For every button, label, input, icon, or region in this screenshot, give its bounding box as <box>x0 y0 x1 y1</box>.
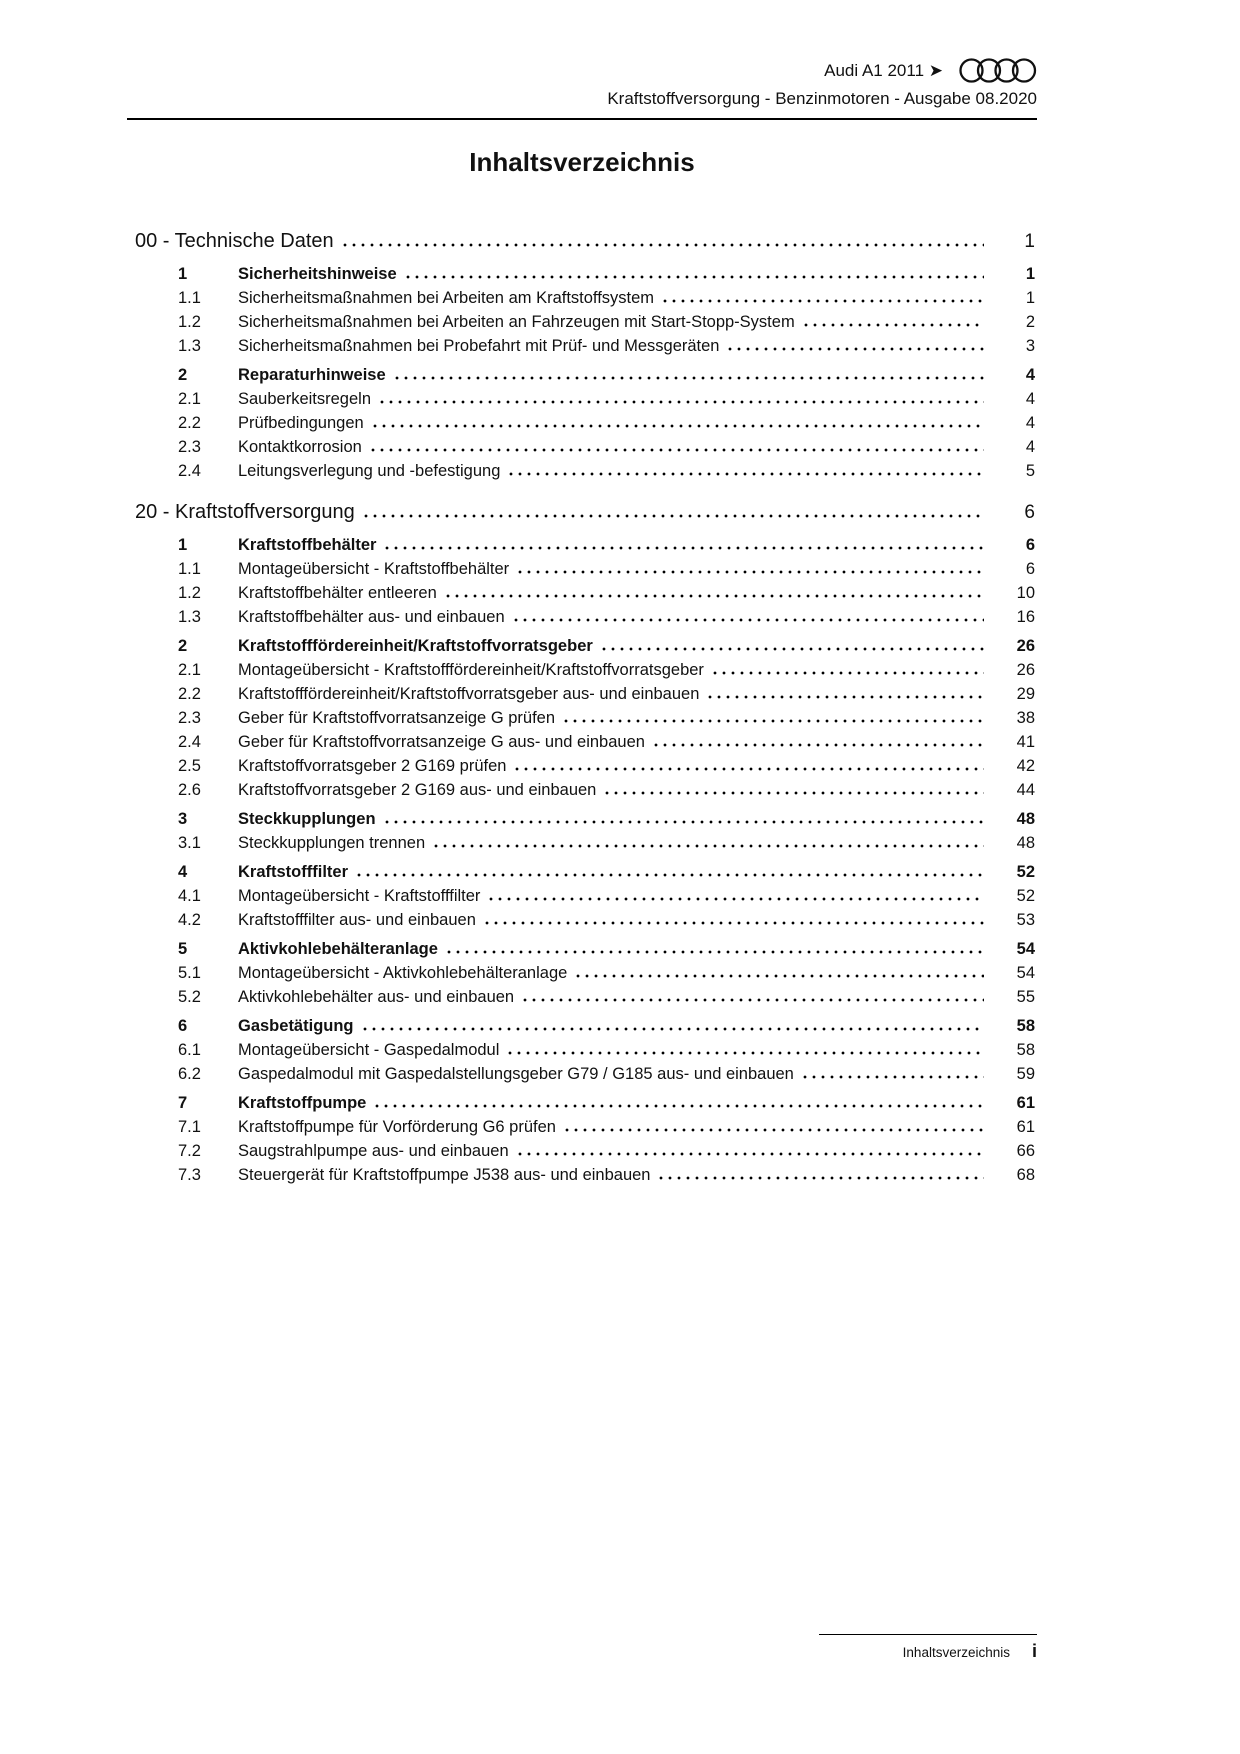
dot-leader <box>803 1075 984 1079</box>
toc-page-number: 41 <box>1016 733 1035 751</box>
toc-entry-row[interactable] <box>135 557 1035 581</box>
toc-entry-row[interactable] <box>135 286 1035 310</box>
toc-entry-number: 2 <box>178 637 188 655</box>
toc-entry-number: 5.1 <box>178 964 201 982</box>
toc-entry-row[interactable] <box>135 778 1035 802</box>
toc-entry-label: Gasbetätigung <box>238 1017 354 1035</box>
dot-leader <box>371 448 984 452</box>
toc-entry-label: Kraftstoffbehälter entleeren <box>238 584 437 602</box>
dot-leader <box>518 570 984 574</box>
toc-page-number: 54 <box>1016 940 1035 958</box>
toc-entry-label: Montageübersicht - Gaspedalmodul <box>238 1041 500 1059</box>
toc-page-number: 58 <box>1016 1041 1035 1059</box>
toc-entry-label: Aktivkohlebehälteranlage <box>238 940 438 958</box>
toc-entry-label: Kraftstoffpumpe für Vorförderung G6 prüfen <box>238 1118 556 1136</box>
dot-leader <box>406 275 984 279</box>
toc-entry-label: Aktivkohlebehälter aus- und einbauen <box>238 988 515 1006</box>
toc-page-number: 10 <box>1016 584 1035 602</box>
dot-leader <box>395 376 984 380</box>
dot-leader <box>508 1051 984 1055</box>
toc-entry-number: 2.4 <box>178 733 201 751</box>
toc-entry-row[interactable] <box>135 985 1035 1009</box>
toc-page-number: 6 <box>1025 560 1035 578</box>
toc-page-number: 42 <box>1016 757 1035 775</box>
dot-leader <box>515 767 984 771</box>
toc-entry-label: Kontaktkorrosion <box>238 438 362 456</box>
page-title: Inhaltsverzeichnis <box>469 147 695 177</box>
audi-rings-icon <box>959 57 1037 84</box>
dot-leader <box>357 873 984 877</box>
toc-entry-number: 4.2 <box>178 911 201 929</box>
toc-entry-number: 2.3 <box>178 709 201 727</box>
toc-entry-label: Montageübersicht - Kraftstofffilter <box>238 887 481 905</box>
toc-entry-label: Sauberkeitsregeln <box>238 390 371 408</box>
toc-entry-label: Montageübersicht - Aktivkohlebehälteranlage <box>238 964 568 982</box>
toc-page-number: 5 <box>1025 462 1035 480</box>
toc-entry-row[interactable] <box>135 533 1035 557</box>
model-title: Audi A1 2011 ➤ <box>824 60 943 80</box>
toc-page-number: 55 <box>1016 988 1035 1006</box>
toc-entry-number: 2.4 <box>178 462 201 480</box>
toc-entry-number: 1.2 <box>178 584 201 602</box>
dot-leader <box>447 950 984 954</box>
toc-entry-label: Steuergerät für Kraftstoffpumpe J538 aus- und einbauen <box>238 1166 651 1184</box>
dot-leader <box>602 647 984 651</box>
toc-page-number: 1 <box>1024 231 1035 252</box>
dot-leader <box>564 719 984 723</box>
toc-entry-row[interactable] <box>135 1091 1035 1115</box>
toc-section-label: 00 - Technische Daten <box>135 230 334 252</box>
toc-entry-label: Kraftstoffpumpe <box>238 1094 367 1112</box>
toc-entry-number: 2.2 <box>178 685 201 703</box>
toc-page-number: 16 <box>1016 608 1035 626</box>
toc-entry-label: Kraftstofffördereinheit/Kraftstoffvorratsgeber aus- und einbauen <box>238 685 700 703</box>
dot-leader <box>363 1027 984 1031</box>
dot-leader <box>509 472 984 476</box>
toc-entry-number: 6.2 <box>178 1065 201 1083</box>
dot-leader <box>373 424 984 428</box>
toc-section-label: 20 - Kraftstoffversorgung <box>135 501 355 523</box>
toc-page-number: 52 <box>1016 887 1035 905</box>
toc-page-number: 38 <box>1016 709 1035 727</box>
toc-entry-label: Steckkupplungen <box>238 810 376 828</box>
dot-leader <box>343 243 984 247</box>
toc-entry-label: Sicherheitsmaßnahmen bei Arbeiten an Fahrzeugen mit Start-Stopp-System <box>238 313 795 331</box>
toc-entry-number: 1.3 <box>178 608 201 626</box>
toc-entry-row[interactable] <box>135 682 1035 706</box>
toc-entry-label: Kraftstoffbehälter <box>238 536 377 554</box>
toc-entry-row[interactable] <box>135 363 1035 387</box>
toc-entry-label: Montageübersicht - Kraftstoffbehälter <box>238 560 510 578</box>
toc-entry-number: 4.1 <box>178 887 201 905</box>
document-header <box>127 57 1037 120</box>
toc-entry-label: Montageübersicht - Kraftstofffördereinheit/Kraftstoffvorratsgeber <box>238 661 704 679</box>
dot-leader <box>713 671 984 675</box>
toc-entry-row[interactable] <box>135 581 1035 605</box>
toc-entry-number: 2.3 <box>178 438 201 456</box>
dot-leader <box>434 844 984 848</box>
toc-page-number: 4 <box>1025 414 1035 432</box>
toc-entry-number: 5 <box>178 940 188 958</box>
toc-page-number: 3 <box>1025 337 1035 355</box>
dot-leader <box>654 743 984 747</box>
toc-entry-number: 1.1 <box>178 289 201 307</box>
toc-entry-row[interactable] <box>135 884 1035 908</box>
toc-entry-row[interactable] <box>135 262 1035 286</box>
toc-page-number: 68 <box>1016 1166 1035 1184</box>
toc-entry-row[interactable] <box>135 937 1035 961</box>
toc-entry-label: Geber für Kraftstoffvorratsanzeige G aus- und einbauen <box>238 733 645 751</box>
toc-page-number: 1 <box>1025 289 1035 307</box>
toc-entry-row[interactable] <box>135 411 1035 435</box>
toc-entry-row[interactable] <box>135 605 1035 629</box>
footer-section-label: Inhaltsverzeichnis <box>902 1645 1010 1660</box>
toc-page-number: 48 <box>1016 834 1035 852</box>
toc-entry-label: Prüfbedingungen <box>238 414 364 432</box>
toc-page-number: 54 <box>1016 964 1035 982</box>
toc-entry-number: 1.3 <box>178 337 201 355</box>
toc-entry-row[interactable] <box>135 459 1035 483</box>
toc-page-number: 4 <box>1025 438 1035 456</box>
toc-entry-number: 7.2 <box>178 1142 201 1160</box>
toc-page-number: 26 <box>1016 661 1035 679</box>
dot-leader <box>485 921 984 925</box>
dot-leader <box>446 594 984 598</box>
toc-entry-number: 1 <box>178 536 188 554</box>
toc-entry-row[interactable] <box>135 730 1035 754</box>
toc-entry-number: 6 <box>178 1017 188 1035</box>
toc-page-number: 52 <box>1016 863 1035 881</box>
toc-entry-row[interactable] <box>135 435 1035 459</box>
toc-page-number: 29 <box>1016 685 1035 703</box>
toc-entry-number: 7 <box>178 1094 188 1112</box>
toc-entry-label: Sicherheitshinweise <box>238 265 397 283</box>
toc-page-number: 26 <box>1016 637 1035 655</box>
toc-entry-label: Kraftstofffilter <box>238 863 348 881</box>
document-footer <box>819 1634 1037 1662</box>
toc-entry-label: Kraftstoffbehälter aus- und einbauen <box>238 608 505 626</box>
toc-entry-row[interactable] <box>135 961 1035 985</box>
dot-leader <box>728 347 984 351</box>
header-model-line <box>127 57 1037 84</box>
toc-entry-number: 5.2 <box>178 988 201 1006</box>
toc-entry-number: 7.3 <box>178 1166 201 1184</box>
toc-page-number: 61 <box>1016 1118 1035 1136</box>
dot-leader <box>565 1128 984 1132</box>
toc-entry-row[interactable] <box>135 908 1035 932</box>
dot-leader <box>523 998 984 1002</box>
toc-entry-row[interactable] <box>135 1014 1035 1038</box>
toc-entry-number: 2.5 <box>178 757 201 775</box>
dot-leader <box>375 1104 984 1108</box>
toc-entry-row[interactable] <box>135 831 1035 855</box>
dot-leader <box>576 974 984 978</box>
header-divider <box>127 118 1037 120</box>
toc-entry-row[interactable] <box>135 754 1035 778</box>
toc-entry-label: Kraftstoffvorratsgeber 2 G169 prüfen <box>238 757 507 775</box>
toc-entry-number: 6.1 <box>178 1041 201 1059</box>
toc-entry-label: Geber für Kraftstoffvorratsanzeige G prüfen <box>238 709 556 727</box>
toc-entry-row[interactable] <box>135 658 1035 682</box>
dot-leader <box>514 618 984 622</box>
table-of-contents <box>135 212 1035 1187</box>
toc-entry-number: 2.1 <box>178 390 201 408</box>
document-subtitle: Kraftstoffversorgung - Benzinmotoren - Ausgabe 08.2020 <box>607 89 1037 108</box>
toc-entry-label: Sicherheitsmaßnahmen bei Arbeiten am Kraftstoffsystem <box>238 289 655 307</box>
toc-entry-row[interactable] <box>135 706 1035 730</box>
toc-page-number: 6 <box>1025 536 1035 554</box>
toc-page-number: 66 <box>1016 1142 1035 1160</box>
toc-entry-row[interactable] <box>135 1038 1035 1062</box>
toc-entry-label: Gaspedalmodul mit Gaspedalstellungsgeber G79 / G185 aus- und einbauen <box>238 1065 794 1083</box>
toc-page-number: 59 <box>1016 1065 1035 1083</box>
toc-entry-number: 4 <box>178 863 188 881</box>
toc-entry-row[interactable] <box>135 334 1035 358</box>
dot-leader <box>518 1152 984 1156</box>
toc-page-number: 44 <box>1016 781 1035 799</box>
toc-entry-number: 1 <box>178 265 188 283</box>
toc-entry-label: Sicherheitsmaßnahmen bei Probefahrt mit Prüf- und Messgeräten <box>238 337 720 355</box>
toc-entry-number: 1.2 <box>178 313 201 331</box>
toc-page-number: 2 <box>1025 313 1035 331</box>
toc-entry-label: Leitungsverlegung und -befestigung <box>238 462 501 480</box>
toc-page-number: 58 <box>1016 1017 1035 1035</box>
toc-section-row[interactable] <box>135 497 1035 528</box>
toc-entry-row[interactable] <box>135 860 1035 884</box>
toc-entry-row[interactable] <box>135 387 1035 411</box>
dot-leader <box>605 791 984 795</box>
dot-leader <box>804 323 984 327</box>
dot-leader <box>659 1176 984 1180</box>
toc-entry-number: 1.1 <box>178 560 201 578</box>
toc-entry-number: 2 <box>178 366 188 384</box>
toc-entry-row[interactable] <box>135 310 1035 334</box>
toc-entry-row[interactable] <box>135 1139 1035 1163</box>
toc-entry-row[interactable] <box>135 1163 1035 1187</box>
toc-entry-number: 2.1 <box>178 661 201 679</box>
dot-leader <box>385 546 984 550</box>
toc-page-number: 61 <box>1016 1094 1035 1112</box>
toc-section-row[interactable] <box>135 226 1035 257</box>
toc-entry-number: 3.1 <box>178 834 201 852</box>
toc-entry-label: Saugstrahlpumpe aus- und einbauen <box>238 1142 509 1160</box>
toc-entry-number: 3 <box>178 810 188 828</box>
toc-entry-label: Kraftstofffördereinheit/Kraftstoffvorratsgeber <box>238 637 593 655</box>
dot-leader <box>380 400 984 404</box>
dot-leader <box>364 514 984 518</box>
toc-entry-label: Reparaturhinweise <box>238 366 386 384</box>
toc-entry-row[interactable] <box>135 634 1035 658</box>
dot-leader <box>489 897 984 901</box>
toc-entry-number: 2.2 <box>178 414 201 432</box>
toc-entry-label: Steckkupplungen trennen <box>238 834 426 852</box>
toc-page-number: 4 <box>1025 390 1035 408</box>
toc-page-number: 48 <box>1016 810 1035 828</box>
toc-entry-number: 7.1 <box>178 1118 201 1136</box>
toc-entry-number: 2.6 <box>178 781 201 799</box>
dot-leader <box>663 299 984 303</box>
toc-page-number: 53 <box>1016 911 1035 929</box>
toc-entry-label: Kraftstofffilter aus- und einbauen <box>238 911 476 929</box>
dot-leader <box>385 820 984 824</box>
toc-page-number: 6 <box>1024 502 1035 523</box>
dot-leader <box>708 695 984 699</box>
toc-entry-label: Kraftstoffvorratsgeber 2 G169 aus- und einbauen <box>238 781 597 799</box>
toc-entry-row[interactable] <box>135 807 1035 831</box>
toc-page-number: 1 <box>1025 265 1035 283</box>
toc-entry-row[interactable] <box>135 1115 1035 1139</box>
footer-page-number: i <box>1031 1641 1037 1661</box>
toc-page-number: 4 <box>1025 366 1035 384</box>
toc-entry-row[interactable] <box>135 1062 1035 1086</box>
